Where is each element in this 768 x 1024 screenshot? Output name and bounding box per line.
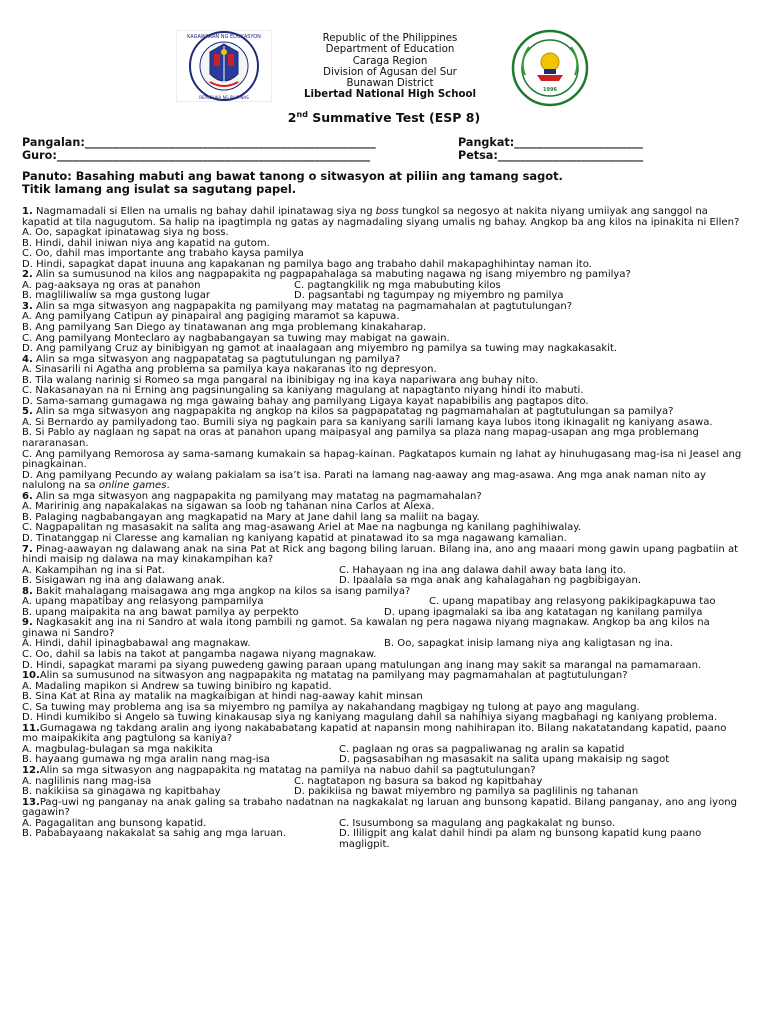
choice-b: B. upang maipakita na ang bawat pamilya ay perpekto (22, 606, 299, 618)
pangalan-field[interactable]: Pangalan:____________________________________________________ (22, 136, 376, 149)
choice-d: D. Hindi, sapagkat marami pa siyang puwedeng gawing paraan upang matulungan ang inang may sakit sa marangal na pamamaraan. (22, 659, 702, 671)
question-stem (22, 618, 744, 639)
choice-d: D. Hindi, sapagkat dapat inuuna ang kapakanan ng pamilya bago ang trabaho dahil makapaghihintay naman ito. (22, 258, 592, 270)
choice-b: B. nakikiisa sa ginagawa ng kapitbahay (22, 786, 221, 798)
question-number: 4. (22, 353, 33, 365)
question-5 (22, 407, 744, 491)
question-12 (22, 766, 744, 798)
question-6 (22, 492, 744, 545)
choice-b: B. Oo, sapagkat inisip lamang niya ang kaligtasan ng ina. (384, 638, 674, 650)
choice-c: C. Nagpapalitan ng masasakit na salita ang mag-asawang Ariel at Mae na nagbunga ng kanilang paghihiwalay. (22, 522, 581, 534)
choice-b: B. Sisigawan ng ina ang dalawang anak. (22, 575, 225, 587)
choice-a: A. Maririnig ang napakalakas na sigawan sa loob ng tahanan nina Carlos at Alexa. (22, 501, 435, 513)
questions (22, 207, 744, 850)
seal-arc-subtext: REPUBLIKA NG PILIPINAS (199, 95, 249, 100)
question-number: 1. (22, 206, 33, 217)
document-header (250, 33, 530, 101)
school-seal-logo (511, 29, 589, 107)
choice-b: B. Hindi, dahil iniwan niya ang kapatid na gutom. (22, 237, 270, 249)
choice-b: B. Palaging nagbabangayan ang magkapatid na Mary at Jane dahil lang sa maliit na bagay. (22, 511, 480, 523)
pangkat-field[interactable]: Pangkat:_______________________ (458, 136, 643, 149)
choice-a: A. upang mapatibay ang relasyong pampamilya (22, 596, 264, 608)
choice-d: D. Ipaalala sa mga anak ang kahalagahan ng pagbibigayan. (339, 575, 642, 587)
question-stem (22, 207, 744, 228)
question-stem (22, 798, 744, 819)
question-9 (22, 618, 744, 671)
test-title (0, 110, 768, 125)
question-stem (22, 545, 744, 566)
choice-b: B. Tila walang narinig si Romeo sa mga pangaral na ibinibigay ng ina kaya napariwara ang buhay nito. (22, 374, 539, 386)
question-number: 8. (22, 585, 33, 597)
question-number: 7. (22, 543, 33, 555)
title-text: Summative Test (ESP 8) (307, 110, 481, 126)
choice-emphasis: online games (98, 480, 167, 492)
stem-text: Alin sa sumusunod na sitwasyon ang nagpapakita ng matatag na pamilyang may pagmamahalan at pagtutulungan? (39, 670, 628, 682)
choice-d: D. Sama-samang gumagawa ng mga gawaing bahay ang pamilyang Ligaya kayat napabibilis ang pagtapos dito. (22, 395, 589, 407)
question-8 (22, 587, 744, 619)
choice-d: D. Ang pamilyang Cruz ay binibigyan ng gamot at inaalagaan ang miyembro ng pamilya sa tuwing may nagkakasakit. (22, 343, 618, 355)
choice-b: B. hayaang gumawa ng mga aralin nang mag-isa (22, 754, 270, 766)
stem-text: Alin sa mga sitwasyon ang nagpapakita ng matatag na pamilya na nabuo dahil sa pagtutulungan? (39, 764, 536, 776)
question-11 (22, 724, 744, 766)
choice-d: D. upang ipagmalaki sa iba ang katatagan ng kanilang pamilya (384, 606, 703, 618)
stem-text: Alin sa sumusunod na kilos ang nagpapakita ng pagpapahalaga sa mabuting nagawa ng isang miyembro ng pamilya? (32, 269, 631, 281)
question-stem (22, 724, 744, 745)
stem-text: Pag-uwi ng panganay na anak galing sa trabaho nadatnan na nagkakalat ng laruan ang bunsong kapatid. Bilang panganay, ano ang iyong gagawin? (22, 796, 737, 819)
choice-c: C. Oo, dahil sa labis na takot at pangamba nagawa niyang magnakaw. (22, 648, 377, 660)
question-3 (22, 302, 744, 355)
choice-c: C. upang mapatibay ang relasyong pakikipagkapuwa tao (429, 596, 716, 608)
choice-c: C. Nakasanayan na ni Erning ang pagsinungaling sa kaniyang magulang at napagtanto niyang hindi ito mabuti. (22, 385, 584, 397)
choice-c: C. Hahayaan ng ina ang dalawa dahil away bata lang ito. (339, 564, 627, 576)
choice-a: A. Pagagalitan ang bunsong kapatid. (22, 817, 207, 829)
choice-a: A. pag-aaksaya ng oras at panahon (22, 279, 201, 291)
choice-d: D. Tinatanggap ni Claresse ang kamalian ng kaniyang kapatid at pinatawad ito sa mga nagawang kamalian. (22, 532, 567, 544)
question-number: 10. (22, 670, 40, 682)
choice-b: B. magliliwaliw sa mga gustong lugar (22, 290, 211, 302)
choice-d: D. pakikiisa ng bawat miyembro ng pamilya sa paglilinis ng tahanan (294, 786, 639, 798)
choice-a: A. Madaling mapikon si Andrew sa tuwing binibiro ng kapatid. (22, 680, 332, 692)
question-number: 2. (22, 269, 33, 281)
question-number: 13. (22, 796, 40, 808)
stem-text: tungkol sa negosyo at nakita niyang umiiyak ang sanggol na kapatid at tila nagugutom. Sa halip na ipagtimpla ng gatas ay nagmadaling siyang umalis ng bahay. Angkop ba ang kilos na ipinakita ni Ellen? (22, 206, 740, 228)
choice-text: D. Ang pamilyang Pecundo ay walang pakialam sa isa’t isa. Parati na lamang nag-aaway ang mag-asawa. Ang mga anak naman nito ay nalulong na sa (22, 469, 707, 492)
choice-a: A. Sinasarili ni Agatha ang problema sa pamilya kaya nakaranas ito ng depresyon. (22, 364, 437, 376)
header-line-republic: Republic of the Philippines (322, 33, 458, 44)
question-number: 3. (22, 300, 33, 312)
choice-c: C. Ang pamilyang Remorosa ay sama-samang kumakain sa hapag-kainan. Pagkatapos kumain ng lahat ay hinuhugasang mag-isa ni Jeasel ang pinagkainan. (22, 448, 742, 471)
instruction-line-2: Titik lamang ang isulat sa sagutang papel. (22, 182, 297, 196)
stem-emphasis: boss (375, 206, 399, 217)
question-number: 6. (22, 490, 33, 502)
stem-text: Alin sa mga sitwasyon ang nagpapakita ng pamilyang may matatag na pagmamahalan at pagtutulungan? (32, 300, 573, 312)
choice-c: C. Oo, dahil mas importante ang trabaho kaysa pamilya (22, 248, 304, 260)
school-seal-year: 1996 (543, 87, 557, 93)
choice-a: A. naglilinis nang mag-isa (22, 775, 152, 787)
choice-c: C. nagtatapon ng basura sa bakod ng kapitbahay (294, 775, 543, 787)
petsa-field[interactable]: Petsa:__________________________ (458, 148, 644, 162)
instructions (22, 170, 752, 196)
question-number: 5. (22, 406, 33, 418)
choice-c: C. Ang pamilyang Monteclaro ay nagbabangayan sa tuwing may mabigat na gawain. (22, 332, 450, 344)
instruction-line-1: Panuto: Basahing mabuti ang bawat tanong o sitwasyon at piliin ang tamang sagot. (22, 169, 563, 183)
question-2 (22, 270, 744, 302)
stem-text: Nagkasakit ang ina ni Sandro at wala itong pambili ng gamot. Sa kawalan ng pera nagawa niyang magnakaw. Angkop ba ang kilos na ginawa ni Sandro? (22, 617, 710, 639)
choice-c: C. Sa tuwing may problema ang isa sa miyembro ng pamilya ay nakahandang magbigay ng tulong at payo ang magulang. (22, 701, 640, 713)
question-1 (22, 207, 744, 270)
choice-d: D. pagsasabihan ng masasakit na salita upang makaisip ng sagot (339, 754, 670, 766)
choice-b: B. Ang pamilyang San Diego ay tinatawanan ang mga problemang kinakaharap. (22, 322, 427, 334)
header-line-department: Department of Education (325, 44, 455, 56)
choice-a: A. Si Bernardo ay pamilyadong tao. Bumili siya ng pagkain para sa kaniyang sarili lamang kaya lubos itong ikinagalit ng kaniyang asawa. (22, 416, 713, 428)
header-line-division: Division of Agusan del Sur (323, 66, 457, 78)
stem-text: Alin sa mga sitwasyon ang nagpapakita ng angkop na kilos sa pagpapatatag ng pagmamahalan at pagtutulungan sa pamilya? (32, 406, 674, 418)
stem-text: Gumagawa ng takdang aralin ang iyong nakababatang kapatid at napansin mong nahihirapan ito. Bilang nakatatandang kapatid, paano mo maipakikita ang pagtulong sa kaniya? (22, 722, 727, 745)
choice-c: C. Isusumbong sa magulang ang pagkakalat ng bunso. (339, 817, 616, 829)
choice-a: A. Ang pamilyang Catipun ay pinapairal ang pagiging maramot sa kapuwa. (22, 311, 400, 323)
school-name: Libertad National High School (304, 89, 476, 101)
choice-d (22, 471, 744, 492)
title-ordinal: 2 (287, 110, 297, 126)
header-line-region: Caraga Region (352, 55, 428, 67)
stem-text: Alin sa mga sitwasyon ang nagpapatatag sa pagtutulungan ng pamilya? (32, 353, 401, 365)
stem-text: Bakit mahalagang maisagawa ang mga angkop na kilos sa isang pamilya? (32, 585, 411, 597)
choice-c: C. paglaan ng oras sa pagpaliwanag ng aralin sa kapatid (339, 743, 625, 755)
choice-d: D. pagsantabi ng tagumpay ng miyembro ng pamilya (294, 290, 564, 302)
choice-c: C. pagtangkilik ng mga mabubuting kilos (294, 279, 501, 291)
header-line-district: Bunawan District (346, 78, 434, 90)
question-4 (22, 355, 744, 408)
title-ordinal-suffix: nd (296, 110, 308, 119)
stem-text: Pinag-aawayan ng dalawang anak na sina Pat at Rick ang bagong biling laruan. Bilang ina, ano ang maaari mong gawin upang pagbatiin at hindi maisip ng dalawa na may kinakampihan ka? (22, 543, 739, 566)
choice-b: B. Sina Kat at Rina ay matalik na magkaibigan at hindi nag-aaway kahit minsan (22, 691, 423, 703)
choice-a: A. Kakampihan ng ina si Pat. (22, 564, 166, 576)
question-7 (22, 545, 744, 587)
guro-field[interactable]: Guro:________________________________________________________ (22, 148, 371, 162)
choice-a: A. magbulag-bulagan sa mga nakikita (22, 743, 213, 755)
choice-text: . (166, 480, 170, 492)
question-13 (22, 798, 744, 851)
choice-a: A. Oo, sapagkat ipinatawag siya ng boss. (22, 227, 229, 239)
choice-a: A. Hindi, dahil ipinagbabawal ang magnakaw. (22, 638, 251, 650)
seal-arc-text: KAGAWARAN NG EDUKASYON (187, 34, 261, 40)
question-stem (22, 766, 744, 777)
question-number: 9. (22, 617, 33, 629)
stem-text: Alin sa mga sitwasyon ang nagpapakita ng pamilyang may matatag na pagmamahalan? (32, 490, 482, 502)
choice-d: D. Ililigpit ang kalat dahil hindi pa alam ng bunsong kapatid kung paano magligpit. (339, 828, 702, 850)
question-number: 12. (22, 764, 40, 776)
choice-d: D. Hindi kumikibo si Angelo sa tuwing kinakausap siya ng kaniyang magulang dahil sa nahihiya siyang magbahagi ng kaniyang problema. (22, 712, 718, 724)
choice-b: B. Si Pablo ay naglaan ng sapat na oras at panahon upang maipasyal ang pamilya sa plaza nang mapag-usapan ang mga problemang nararanasan. (22, 427, 699, 450)
question-10 (22, 671, 744, 724)
choice-b: B. Pababayaang nakakalat sa sahig ang mga laruan. (22, 828, 286, 840)
question-number: 11. (22, 722, 40, 734)
student-info-fields (22, 137, 752, 162)
stem-text: Nagmamadali si Ellen na umalis ng bahay dahil ipinatawag siya ng (32, 206, 376, 217)
